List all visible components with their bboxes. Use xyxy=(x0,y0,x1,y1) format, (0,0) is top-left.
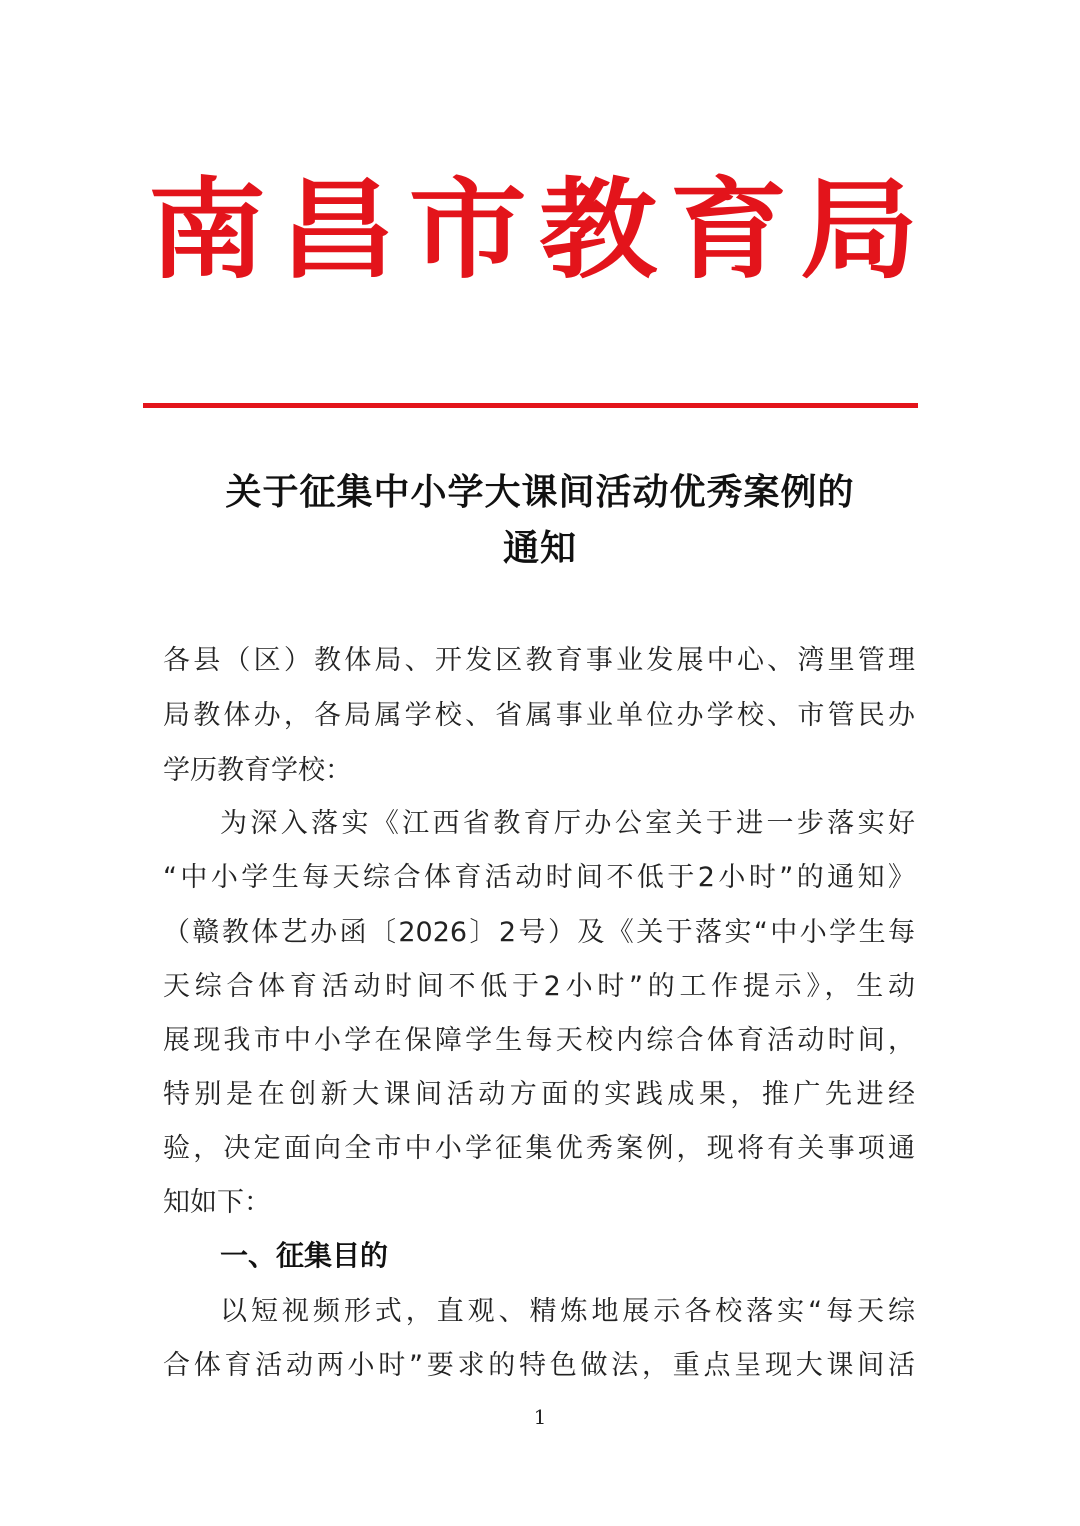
paragraph-line: 特别是在创新大课间活动方面的实践成果，推广先进经 xyxy=(163,1079,915,1110)
paragraph-line: 合体育活动两小时”要求的特色做法，重点呈现大课间活 xyxy=(163,1350,915,1381)
addressee-line: 局教体办，各局属学校、省属事业单位办学校、市管民办 xyxy=(163,700,915,731)
paragraph-line: 展现我市中小学在保障学生每天校内综合体育活动时间， xyxy=(163,1025,915,1056)
addressee-line: 学历教育学校： xyxy=(163,755,352,786)
paragraph-line: 验，决定面向全市中小学征集优秀案例，现将有关事项通 xyxy=(163,1133,915,1164)
paragraph-line: 以短视频形式，直观、精炼地展示各校落实“每天综 xyxy=(220,1296,915,1327)
page-number: 1 xyxy=(533,1405,547,1429)
letterhead-nanchang-education-bureau xyxy=(148,165,918,295)
paragraph-line: 天综合体育活动时间不低于2小时”的工作提示》，生动 xyxy=(163,971,915,1002)
paragraph-line: 知如下： xyxy=(163,1187,271,1218)
section-heading: 一、征集目的 xyxy=(220,1239,389,1272)
document-title-line-1: 关于征集中小学大课间活动优秀案例的 xyxy=(225,471,855,513)
letterhead-char: 局 xyxy=(799,165,918,294)
paragraph-line: （赣教体艺办函〔2026〕2号）及《关于落实“中小学生每 xyxy=(163,917,915,948)
letterhead-char: 教 xyxy=(539,165,658,294)
letterhead-char: 南 xyxy=(148,165,267,294)
paragraph-line: “中小学生每天综合体育活动时间不低于2小时”的通知》 xyxy=(163,862,915,893)
paragraph-line: 为深入落实《江西省教育厅办公室关于进一步落实好 xyxy=(220,808,915,839)
letterhead-char: 昌 xyxy=(278,165,397,294)
document-title-line-2: 通知 xyxy=(502,527,577,569)
addressee-line: 各县（区）教体局、开发区教育事业发展中心、湾里管理 xyxy=(163,645,915,676)
letterhead-char: 育 xyxy=(669,165,788,294)
letterhead-char: 市 xyxy=(408,165,527,294)
letterhead-red-divider xyxy=(143,403,918,408)
